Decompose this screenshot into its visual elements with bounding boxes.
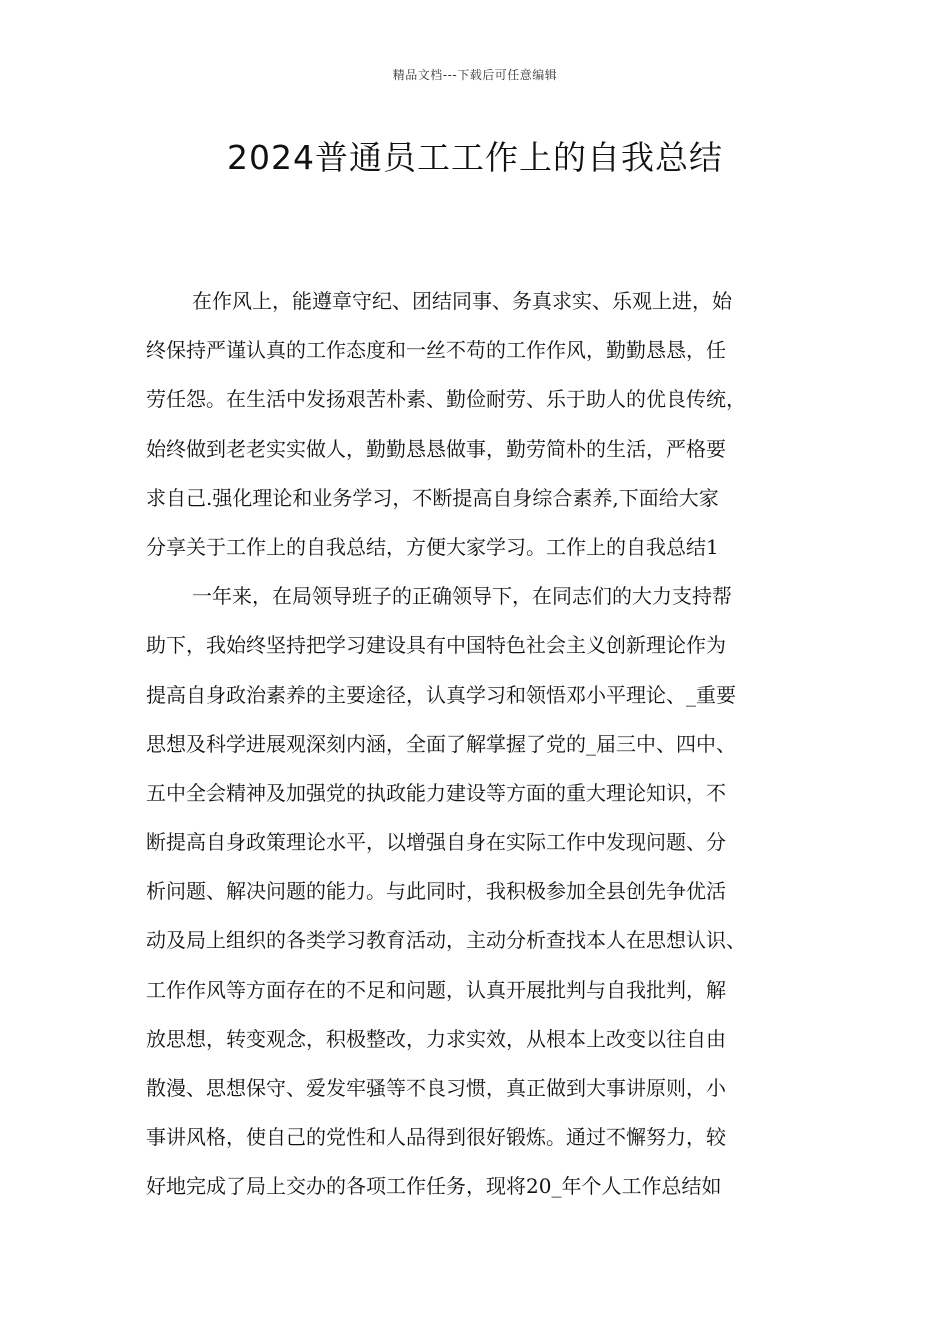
paragraph-2-line-4: 思想及科学进展观深刻内涵，全面了解掌握了党的_届三中、四中、 (146, 731, 736, 756)
document-title: 2024普通员工工作上的自我总结 (227, 138, 723, 177)
paragraph-2-line-6: 断提高自身政策理论水平，以增强自身在实际工作中发现问题、分 (146, 830, 726, 855)
paragraph-1-line-4: 始终做到老老实实做人，勤勤恳恳做事，勤劳简朴的生活，严格要 (146, 436, 726, 461)
paragraph-2-line-9: 工作作风等方面存在的不足和问题，认真开展批判与自我批判，解 (146, 977, 726, 1002)
paragraph-2-line-3: 提高自身政治素养的主要途径，认真学习和领悟邓小平理论、_重要 (146, 682, 736, 707)
paragraph-2-line-1: 一年来，在局领导班子的正确领导下，在同志们的大力支持帮 (192, 584, 732, 609)
paragraph-2-line-12: 事讲风格，使自己的党性和人品得到很好锻炼。通过不懈努力，较 (146, 1125, 726, 1150)
document-body (146, 277, 816, 1212)
paragraph-1-line-6: 分享关于工作上的自我总结，方便大家学习。工作上的自我总结1 (146, 534, 719, 559)
paragraph-1-line-2: 终保持严谨认真的工作态度和一丝不苟的工作作风，勤勤恳恳，任 (146, 338, 726, 363)
paragraph-2-line-2: 助下，我始终坚持把学习建设具有中国特色社会主义创新理论作为 (146, 633, 726, 658)
paragraph-2-line-8: 动及局上组织的各类学习教育活动，主动分析查找本人在思想认识、 (146, 928, 746, 953)
paragraph-1-line-5: 求自己.强化理论和业务学习，不断提高自身综合素养,下面给大家 (146, 485, 719, 510)
paragraph-2-line-11: 散漫、思想保守、爱发牢骚等不良习惯，真正做到大事讲原则，小 (146, 1076, 726, 1100)
paragraph-1-line-1: 在作风上，能遵章守纪、团结同事、务真求实、乐观上进，始 (192, 289, 732, 313)
paragraph-2-line-7: 析问题、解决问题的能力。与此同时，我积极参加全县创先争优活 (146, 879, 726, 904)
paragraph-2-line-5: 五中全会精神及加强党的执政能力建设等方面的重大理论知识，不 (146, 780, 726, 805)
paragraph-1-line-3: 劳任怨。在生活中发扬艰苦朴素、勤俭耐劳、乐于助人的优良传统， (146, 387, 746, 412)
paragraph-2-line-13: 好地完成了局上交办的各项工作任务，现将20_年个人工作总结如 (146, 1174, 722, 1199)
header-note: 精品文档---下载后可任意编辑 (392, 68, 558, 82)
paragraph-2-line-10: 放思想，转变观念，积极整改，力求实效，从根本上改变以往自由 (146, 1026, 726, 1051)
